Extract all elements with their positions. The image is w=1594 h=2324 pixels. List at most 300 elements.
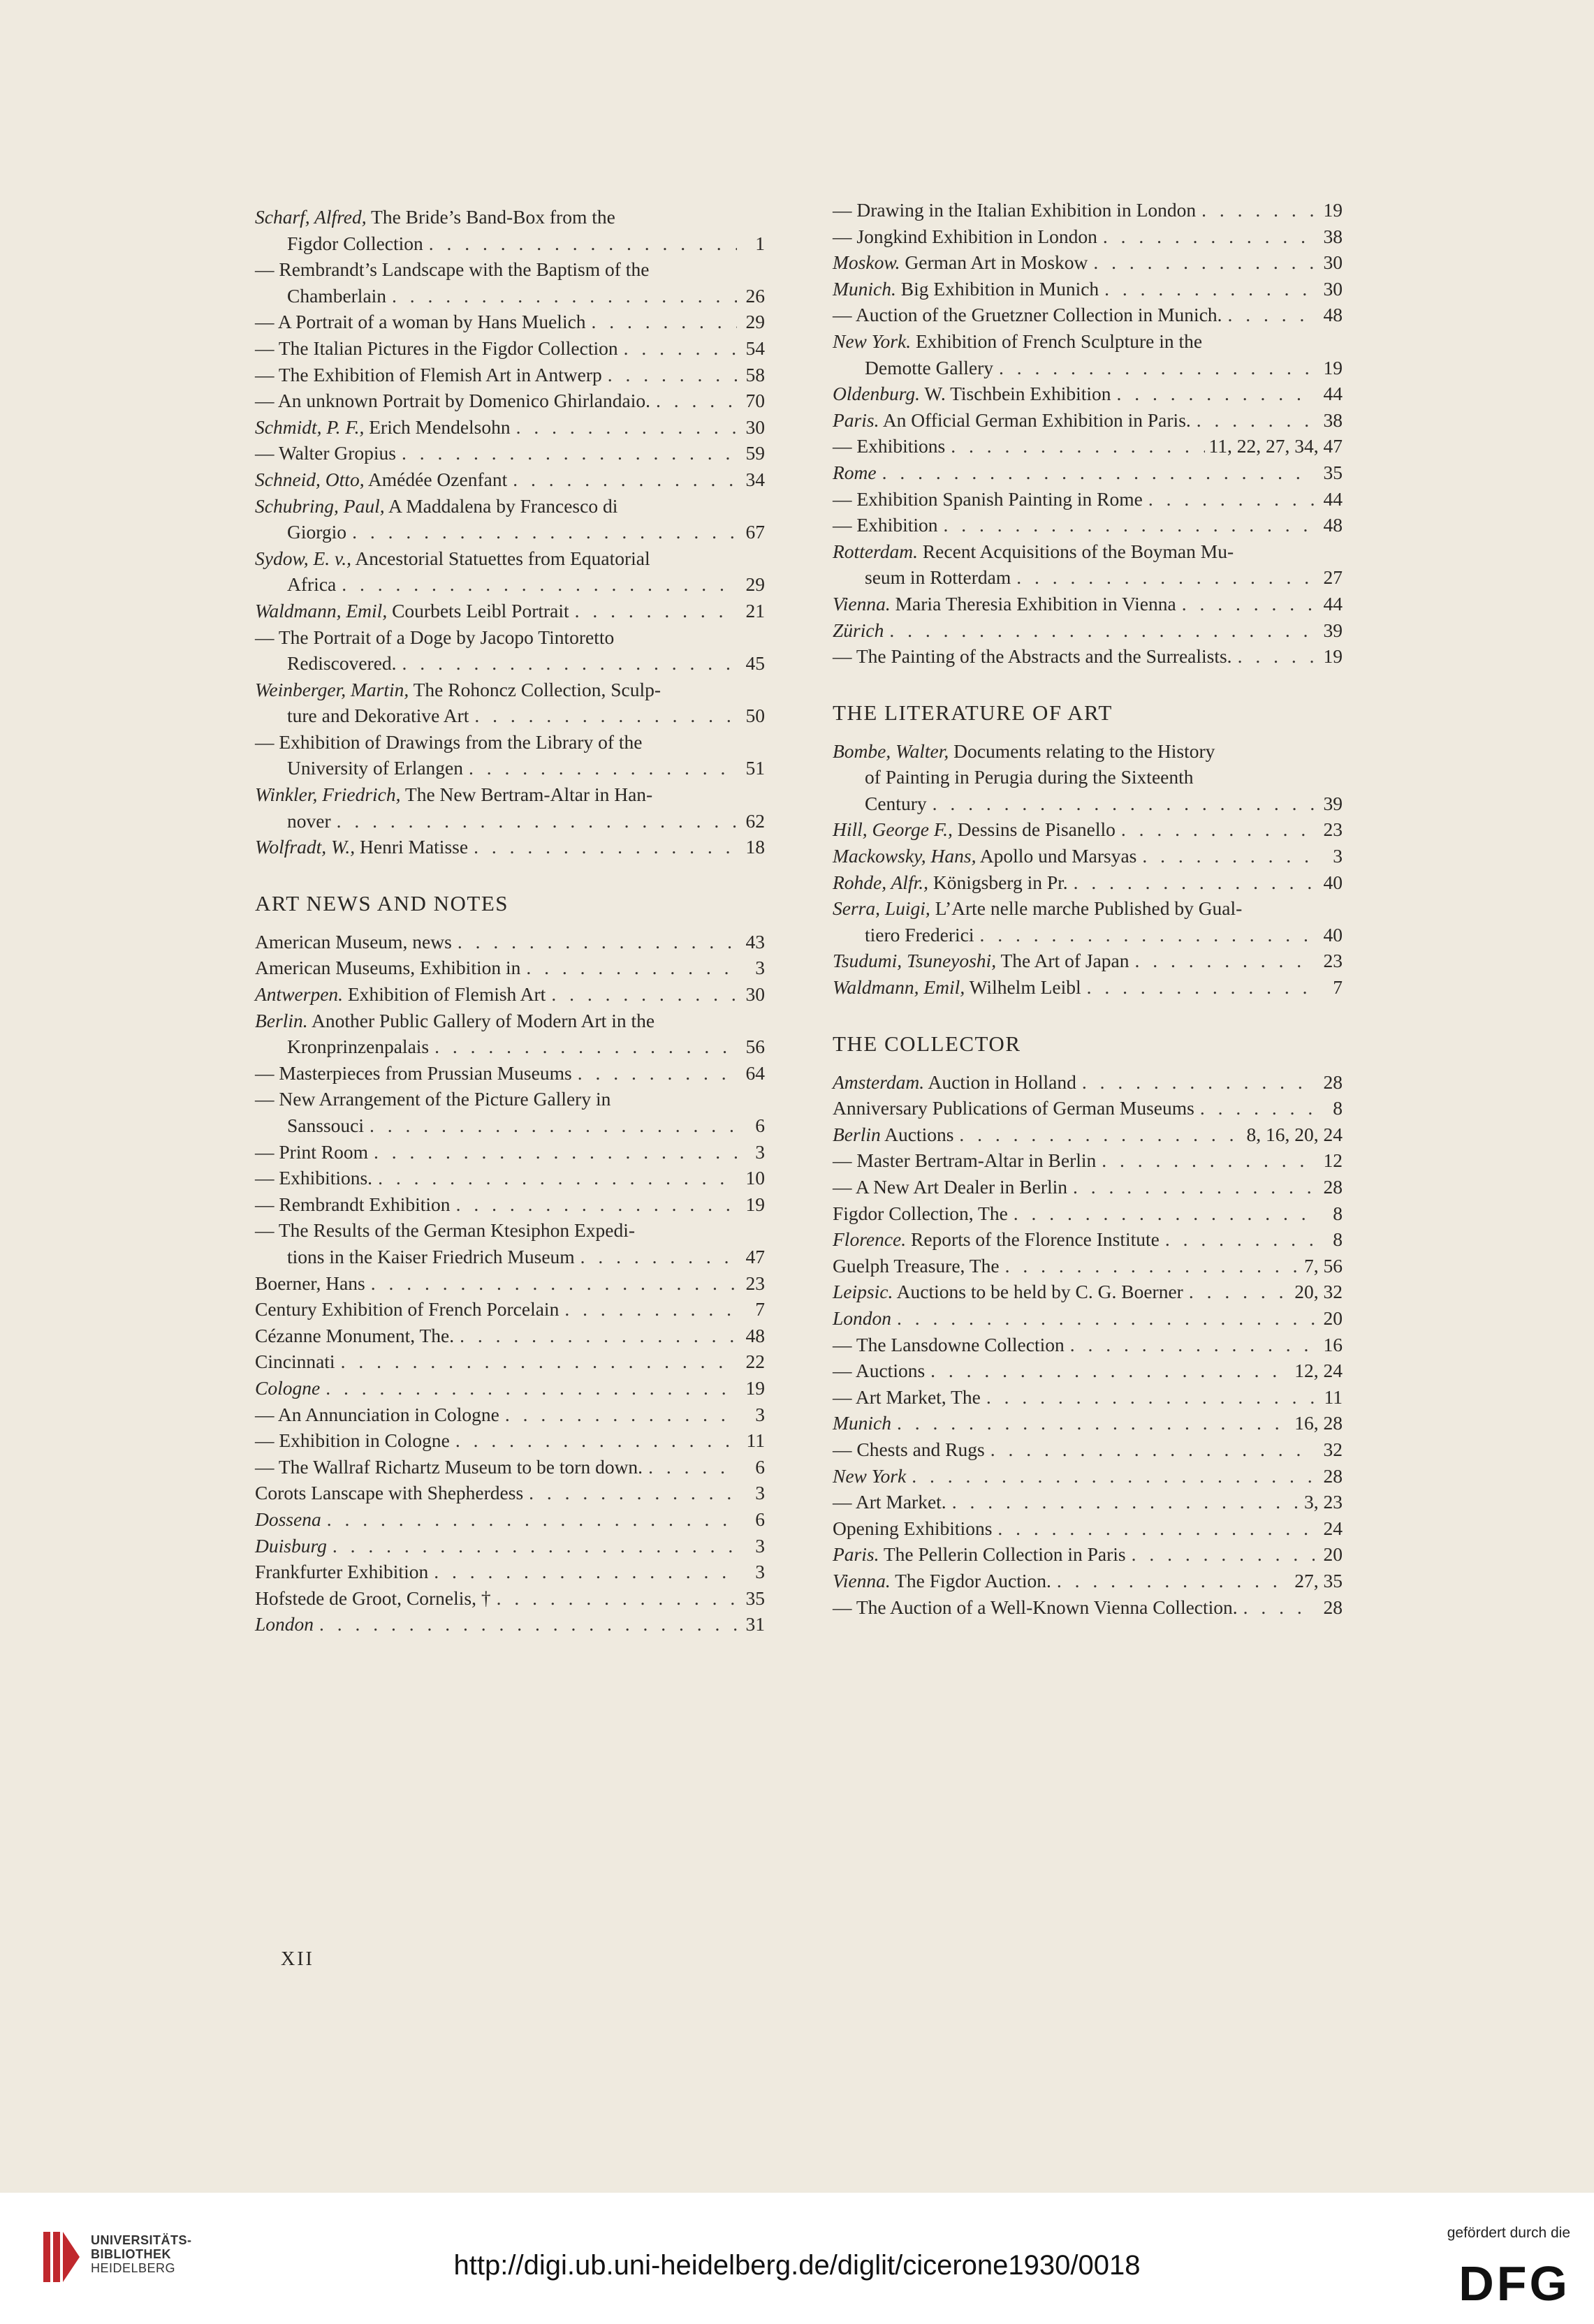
index-entry-line	[255, 1008, 765, 1034]
index-column-left	[255, 204, 765, 1638]
index-entry	[255, 414, 765, 441]
index-entry	[255, 388, 765, 414]
index-entry-line	[255, 1139, 765, 1165]
index-entry	[833, 1226, 1343, 1253]
index-entry-line	[833, 816, 1343, 843]
dot-leader	[1082, 1069, 1315, 1096]
index-entry-line	[833, 197, 1343, 223]
page-reference: 32	[1323, 1438, 1343, 1460]
page-reference: 8	[1333, 1202, 1343, 1224]
dot-leader	[1117, 381, 1315, 407]
dot-leader	[332, 1533, 737, 1559]
dot-leader	[575, 598, 737, 624]
index-entry-line	[255, 1375, 765, 1402]
index-entry	[833, 1095, 1343, 1121]
page-reference: 59	[745, 442, 765, 464]
page-reference: 38	[1323, 225, 1343, 247]
page-reference: 3, 23	[1304, 1491, 1343, 1513]
entry-text: Duisburg	[255, 1534, 327, 1557]
index-entry-line	[833, 1515, 1343, 1542]
index-entry	[833, 617, 1343, 644]
entry-text: — The Results of the German Ktesiphon Expedi-	[255, 1219, 636, 1242]
index-entry	[833, 1253, 1343, 1279]
dot-leader	[1087, 974, 1315, 1001]
index-entry-line	[255, 808, 765, 834]
entry-text: Kronprinzenpalais	[287, 1036, 430, 1058]
page-reference: 3	[755, 1140, 765, 1163]
page-reference: 29	[745, 573, 765, 596]
index-entry-line	[833, 617, 1343, 644]
entry-text: Frankfurter Exhibition	[255, 1561, 429, 1583]
entry-text: Chamberlain	[287, 284, 387, 307]
index-entry	[255, 1139, 765, 1165]
entry-text: Sanssouci	[287, 1115, 364, 1136]
entry-text: — Exhibition	[833, 514, 938, 536]
dot-leader	[624, 335, 737, 362]
page-reference: 12, 24	[1294, 1360, 1343, 1382]
index-entry	[255, 781, 765, 834]
page-reference: 51	[745, 757, 765, 779]
entry-text: — An unknown Portrait by Domenico Ghirlandaio.	[255, 390, 650, 412]
permalink-url[interactable]: http://digi.ub.uni-heidelberg.de/diglit/cicerone1930/0018	[453, 2250, 1141, 2281]
index-entry-line	[255, 1402, 765, 1428]
dot-leader	[352, 519, 737, 545]
index-entry	[833, 302, 1343, 328]
page-reference: 38	[1323, 409, 1343, 431]
page-reference: 39	[1323, 619, 1343, 641]
index-entry	[255, 335, 765, 362]
dot-leader	[474, 703, 737, 729]
index-entry-line	[833, 1069, 1343, 1096]
library-name-line: HEIDELBERG	[91, 2261, 176, 2275]
page-reference: 7	[755, 1298, 765, 1321]
page-reference: 11, 22, 27, 34, 47	[1208, 435, 1343, 457]
index-entry	[833, 1568, 1343, 1594]
dot-leader	[319, 1611, 737, 1638]
page-reference: 3	[755, 957, 765, 979]
index-column-right	[833, 197, 1343, 1620]
entry-text: Sydow, E. v., Ancestorial Statuettes from Equatorial	[255, 547, 650, 569]
dot-leader	[1102, 1147, 1315, 1174]
entry-text: — Chests and Rugs	[833, 1438, 985, 1460]
page-reference: 6	[755, 1115, 765, 1136]
dot-leader	[1200, 1095, 1315, 1121]
dot-leader	[1243, 1594, 1315, 1621]
entry-text: — The Exhibition of Flemish Art in Antwerp	[255, 363, 602, 385]
index-entry-line	[833, 302, 1343, 328]
entry-text: — Art Market, The	[833, 1385, 981, 1408]
index-entry-line	[255, 650, 765, 677]
library-name-line: UNIVERSITÄTS-	[91, 2233, 192, 2247]
index-entry	[833, 512, 1343, 538]
entry-text: Antwerpen. Exhibition of Flemish Art	[255, 983, 546, 1006]
entry-text: Century	[865, 792, 927, 814]
entry-text: Amsterdam. Auction in Holland	[833, 1071, 1076, 1093]
entry-text: — Masterpieces from Prussian Museums	[255, 1061, 572, 1084]
page-reference: 11	[1324, 1385, 1343, 1408]
dot-leader	[580, 1244, 737, 1270]
dot-leader	[1014, 1200, 1315, 1227]
entry-text: Waldmann, Emil, Courbets Leibl Portrait	[255, 599, 569, 622]
dot-leader	[951, 433, 1204, 459]
dot-leader	[608, 362, 737, 388]
page-reference: 19	[745, 1376, 765, 1399]
entry-text: ture and Dekorative Art	[287, 705, 469, 727]
index-entry	[255, 309, 765, 335]
entry-text: Vienna. The Figdor Auction.	[833, 1569, 1051, 1591]
dot-leader	[458, 929, 737, 955]
dot-leader	[1121, 816, 1315, 843]
index-entry-line	[833, 738, 1343, 765]
entry-text: Berlin. Another Public Gallery of Modern Art in the	[255, 1009, 655, 1031]
dot-leader	[526, 955, 737, 981]
entry-text: tiero Frederici	[865, 923, 974, 946]
dot-leader	[980, 922, 1315, 948]
index-entry-line	[833, 459, 1343, 486]
page-reference: 44	[1323, 487, 1343, 510]
index-entry	[833, 1594, 1343, 1621]
index-entry-line	[255, 1533, 765, 1559]
entry-text: — The Portrait of a Doge by Jacopo Tintoretto	[255, 626, 615, 648]
index-entry	[833, 1410, 1343, 1436]
dot-leader	[326, 1375, 737, 1402]
index-entry-line	[255, 335, 765, 362]
index-entry	[833, 1358, 1343, 1384]
dot-leader	[402, 440, 737, 466]
page-reference: 6	[755, 1455, 765, 1478]
index-entry-line	[255, 362, 765, 388]
index-entry	[833, 197, 1343, 223]
entry-text: Paris. An Official German Exhibition in Paris.	[833, 409, 1191, 431]
dot-leader	[1165, 1226, 1315, 1253]
page-reference: 47	[745, 1245, 765, 1267]
index-entry-line	[255, 388, 765, 414]
entry-text: Munich. Big Exhibition in Munich	[833, 277, 1099, 300]
entry-text: Opening Exhibitions	[833, 1517, 993, 1539]
dot-leader	[456, 1191, 737, 1218]
entry-text: — The Auction of a Well-Known Vienna Collection.	[833, 1596, 1238, 1618]
index-entry-line	[833, 564, 1343, 591]
dot-leader	[551, 981, 737, 1008]
index-entry-line	[255, 1559, 765, 1585]
dot-leader	[1074, 869, 1315, 896]
index-entry-line	[255, 624, 765, 651]
entry-text: seum in Rotterdam	[865, 566, 1011, 589]
dot-leader	[912, 1463, 1315, 1490]
index-entry-line	[255, 519, 765, 545]
dot-leader	[1201, 197, 1315, 223]
index-entry	[833, 1541, 1343, 1568]
index-entry	[833, 1147, 1343, 1174]
dot-leader	[986, 1384, 1315, 1411]
entry-text: Serra, Luigi, L’Arte nelle marche Published by Gual-	[833, 897, 1243, 920]
entry-text: Africa	[287, 573, 337, 596]
dot-leader	[460, 1323, 737, 1349]
page-reference: 30	[745, 983, 765, 1006]
index-entry-line	[255, 571, 765, 598]
index-entry	[255, 929, 765, 955]
index-entry-line	[255, 414, 765, 441]
dot-leader	[997, 1515, 1315, 1542]
index-entry	[255, 1559, 765, 1585]
dot-leader	[429, 230, 737, 257]
index-entry-line	[255, 283, 765, 309]
dot-leader	[497, 1585, 737, 1612]
index-entry	[833, 1121, 1343, 1148]
index-entry-line	[833, 1541, 1343, 1568]
dot-leader	[648, 1454, 737, 1480]
page-reference: 27	[1323, 566, 1343, 589]
entry-text: Munich	[833, 1412, 892, 1434]
index-entry-line	[833, 591, 1343, 617]
funding-caption: gefördert durch die	[1447, 2225, 1570, 2241]
dot-leader	[1057, 1568, 1290, 1594]
page-reference: 30	[1323, 277, 1343, 300]
page-reference: 28	[1323, 1464, 1343, 1487]
page-reference: 23	[1323, 818, 1343, 841]
index-entry	[255, 362, 765, 388]
index-entry-line	[833, 1279, 1343, 1305]
index-entry	[255, 1480, 765, 1506]
index-entry-line	[833, 512, 1343, 538]
page-reference: 3	[755, 1482, 765, 1504]
index-entry	[833, 538, 1343, 591]
index-entry-line	[833, 1253, 1343, 1279]
dot-leader	[930, 1358, 1290, 1384]
page-reference: 8, 16, 20, 24	[1246, 1123, 1343, 1145]
dot-leader	[1148, 486, 1315, 513]
dot-leader	[434, 1034, 737, 1060]
index-entry	[833, 1200, 1343, 1227]
index-entry	[255, 1611, 765, 1638]
page-reference: 24	[1323, 1517, 1343, 1539]
index-entry	[255, 1402, 765, 1428]
index-entry-line	[255, 1060, 765, 1087]
index-entry	[255, 466, 765, 493]
dot-leader	[469, 755, 737, 781]
index-entry	[833, 948, 1343, 974]
entry-text: — Drawing in the Italian Exhibition in London	[833, 199, 1197, 221]
page-reference: 34	[745, 468, 765, 490]
index-entry-line	[255, 493, 765, 520]
page-reference: 28	[1323, 1596, 1343, 1618]
dot-leader	[455, 1427, 737, 1454]
index-entry-line	[255, 1506, 765, 1533]
entry-text: — Master Bertram-Altar in Berlin	[833, 1149, 1097, 1172]
index-entry-line	[255, 1585, 765, 1612]
index-entry	[255, 1585, 765, 1612]
entry-text: Rediscovered.	[287, 652, 397, 675]
page-reference: 10	[745, 1167, 765, 1189]
page-reference: 7	[1333, 976, 1343, 999]
entry-text: Waldmann, Emil, Wilhelm Leibl	[833, 976, 1081, 999]
index-entry-line	[255, 1034, 765, 1060]
entry-text: Tsudumi, Tsuneyoshi, The Art of Japan	[833, 950, 1129, 972]
page-reference: 8	[1333, 1228, 1343, 1251]
page-reference: 30	[745, 415, 765, 438]
section-heading: THE LITERATURE OF ART	[833, 700, 1113, 725]
dot-leader	[434, 1559, 737, 1585]
index-entry	[833, 486, 1343, 513]
index-entry	[255, 1533, 765, 1559]
entry-text: Cézanne Monument, The.	[255, 1324, 455, 1346]
dfg-logo[interactable]: DFG	[1458, 2256, 1570, 2311]
entry-text: — The Painting of the Abstracts and the Surrealists.	[833, 645, 1232, 668]
dot-leader	[1142, 843, 1315, 869]
entry-text: — Exhibitions.	[255, 1167, 373, 1189]
index-entry	[833, 433, 1343, 459]
index-entry-line	[833, 223, 1343, 250]
index-entry	[255, 440, 765, 466]
dot-leader	[327, 1506, 737, 1533]
index-entry-line	[833, 1489, 1343, 1515]
page-reference: 18	[745, 836, 765, 858]
entry-text: — The Wallraf Richartz Museum to be torn down.	[255, 1455, 643, 1478]
index-entry	[255, 1086, 765, 1138]
page-reference: 16	[1323, 1333, 1343, 1355]
page-reference: 30	[1323, 251, 1343, 274]
index-entry-line	[833, 1384, 1343, 1411]
dot-leader	[370, 1112, 737, 1139]
page-reference: 20	[1323, 1307, 1343, 1329]
index-entry	[833, 1463, 1343, 1490]
index-entry	[255, 1375, 765, 1402]
entry-text: — Rembrandt’s Landscape with the Baptism of the	[255, 258, 650, 281]
entry-text: — Rembrandt Exhibition	[255, 1193, 451, 1215]
entry-text: — Jongkind Exhibition in London	[833, 225, 1097, 247]
entry-text: Zürich	[833, 619, 884, 641]
entry-text: London	[255, 1613, 314, 1635]
index-entry-line	[255, 1086, 765, 1112]
dot-leader	[1182, 591, 1315, 617]
page-reference: 19	[1323, 356, 1343, 378]
entry-text: Schneid, Otto, Amédée Ozenfant	[255, 468, 508, 490]
dot-leader	[592, 309, 737, 335]
page-reference: 26	[745, 284, 765, 307]
page-reference: 3	[755, 1534, 765, 1557]
index-entry-line	[833, 1147, 1343, 1174]
index-entry	[255, 981, 765, 1008]
entry-text: London	[833, 1307, 892, 1329]
page-reference: 22	[745, 1351, 765, 1373]
entry-text: American Museum, news	[255, 930, 452, 953]
page-reference: 8	[1333, 1097, 1343, 1119]
entry-text: — Print Room	[255, 1140, 368, 1163]
page-reference: 56	[745, 1036, 765, 1058]
page-reference: 54	[745, 337, 765, 359]
dot-leader	[342, 571, 737, 598]
dot-leader	[1016, 564, 1315, 591]
index-entry	[255, 1323, 765, 1349]
dot-leader	[990, 1436, 1315, 1463]
page-reference: 44	[1323, 592, 1343, 615]
page-reference: 3	[755, 1403, 765, 1425]
page-reference: 48	[1323, 514, 1343, 536]
entry-text: — New Arrangement of the Picture Gallery in	[255, 1088, 611, 1110]
index-entry	[833, 1489, 1343, 1515]
entry-text: — Exhibitions	[833, 435, 946, 457]
page-reference: 40	[1323, 871, 1343, 893]
entry-text: Winkler, Friedrich, The New Bertram-Altar in Han-	[255, 784, 653, 806]
page-reference: 28	[1323, 1176, 1343, 1198]
dot-leader	[337, 808, 737, 834]
index-entry-line	[833, 407, 1343, 434]
dot-leader	[516, 414, 737, 441]
dot-leader	[1228, 302, 1315, 328]
dot-leader	[944, 512, 1315, 538]
index-entry-line	[833, 381, 1343, 407]
index-entry-line	[255, 1165, 765, 1191]
index-entry	[833, 407, 1343, 434]
page-reference: 31	[745, 1613, 765, 1635]
index-entry-line	[255, 1296, 765, 1323]
index-entry	[833, 459, 1343, 486]
index-entry-line	[833, 1095, 1343, 1121]
dot-leader	[564, 1296, 737, 1323]
page-reference: 20	[1323, 1543, 1343, 1566]
index-entry-line	[255, 230, 765, 257]
dot-leader	[897, 1410, 1290, 1436]
entry-text: Scharf, Alfred, The Bride’s Band-Box from the	[255, 206, 615, 228]
dot-leader	[392, 283, 737, 309]
index-entry-line	[833, 1200, 1343, 1227]
index-entry	[833, 1515, 1343, 1542]
index-entry-line	[255, 1244, 765, 1270]
index-entry-line	[833, 355, 1343, 381]
index-entry-line	[255, 545, 765, 572]
page-reference: 28	[1323, 1071, 1343, 1093]
dot-leader	[952, 1489, 1300, 1515]
index-entry	[833, 1279, 1343, 1305]
entry-text: Rohde, Alfr., Königsberg in Pr.	[833, 871, 1068, 893]
dot-leader	[1135, 948, 1315, 974]
index-entry-line	[255, 1611, 765, 1638]
page-reference: 1	[755, 232, 765, 254]
index-entry	[255, 1348, 765, 1375]
index-entry	[833, 381, 1343, 407]
index-entry	[833, 1305, 1343, 1332]
entry-text: — The Lansdowne Collection	[833, 1333, 1065, 1355]
page-reference: 43	[745, 930, 765, 953]
index-entry-line	[833, 922, 1343, 948]
page-reference: 19	[1323, 645, 1343, 668]
index-entry	[833, 869, 1343, 896]
dot-leader	[1189, 1279, 1290, 1305]
index-entry	[255, 493, 765, 545]
dot-leader	[1238, 643, 1315, 670]
section-heading: THE COLLECTOR	[833, 1031, 1021, 1056]
entry-text: Figdor Collection, The	[833, 1202, 1008, 1224]
entry-text: Hofstede de Groot, Cornelis, †	[255, 1587, 491, 1609]
index-entry-line	[833, 486, 1343, 513]
entry-text: Moskow. German Art in Moskow	[833, 251, 1088, 274]
dot-leader	[1103, 223, 1315, 250]
index-entry-line	[833, 1332, 1343, 1358]
index-entry-line	[833, 974, 1343, 1001]
index-entry-line	[255, 256, 765, 283]
entry-text: — Exhibition of Drawings from the Library of the	[255, 730, 643, 753]
index-entry-line	[833, 1358, 1343, 1384]
index-entry-line	[833, 1410, 1343, 1436]
page-reference: 20, 32	[1294, 1281, 1343, 1303]
page-reference: 23	[745, 1272, 765, 1294]
index-entry	[833, 276, 1343, 302]
index-entry-line	[255, 204, 765, 230]
entry-text: tions in the Kaiser Friedrich Museum	[287, 1245, 575, 1267]
index-entry-line	[833, 643, 1343, 670]
index-entry	[833, 738, 1343, 817]
entry-text: Berlin Auctions	[833, 1123, 954, 1145]
